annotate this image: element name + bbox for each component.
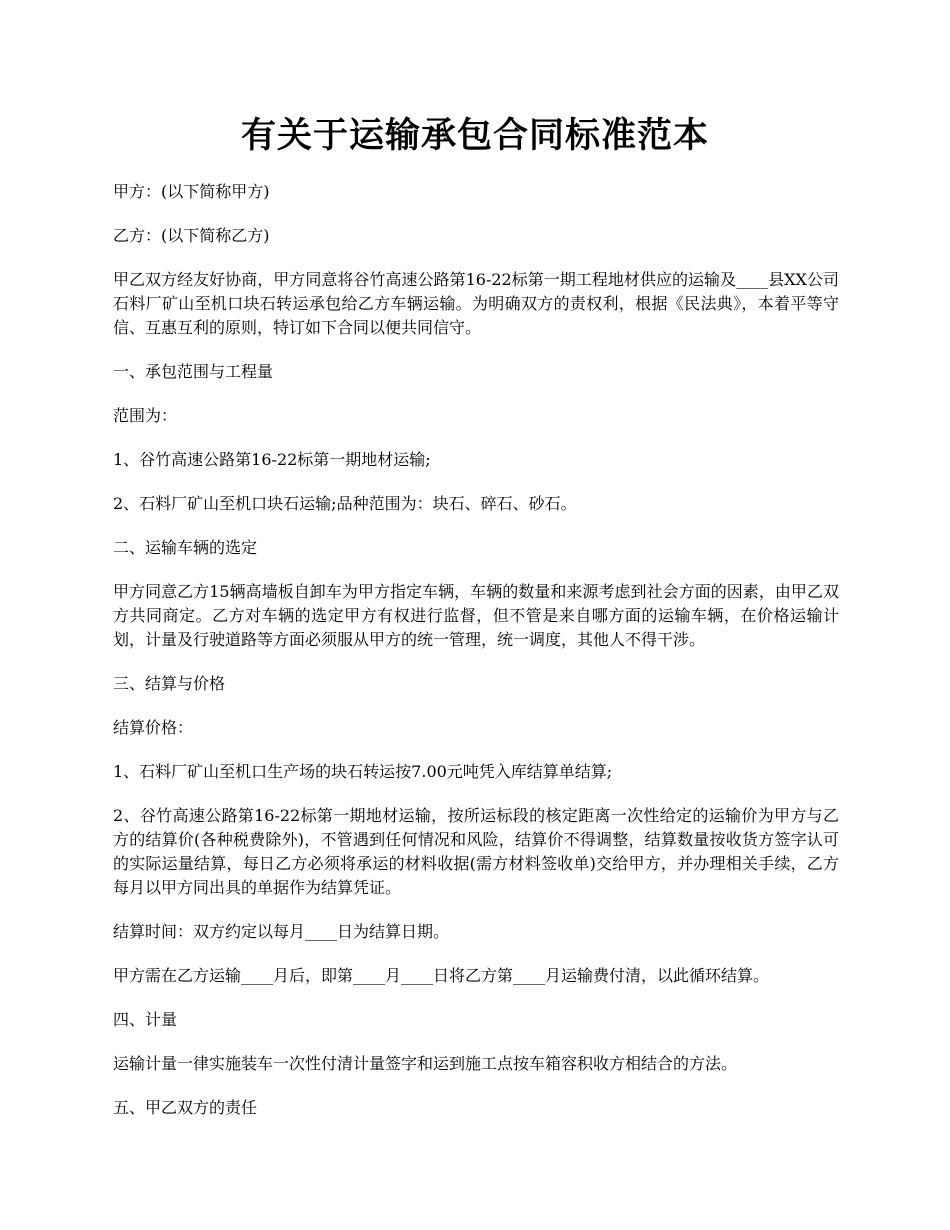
scope-label: 范围为： [113, 406, 178, 425]
section-heading-measurement: 四、计量 [113, 1010, 178, 1029]
settlement-item-2: 2、谷竹高速公路第16-22标第一期地材运输，按所运标段的核定距离一次性给定的运输价为甲方与乙方的结算价(各种税费除外)，不管遇到任何情况和风险，结算价不得调整，结算数量按收货方签字认可的实际运量结算，每日乙方必须将承运的材料收据(需方材料签收单)交给甲方，并办理相关手续，乙方每月以甲方同出具的单据作为结算凭证。 [113, 806, 839, 897]
section-heading-scope: 一、承包范围与工程量 [113, 362, 274, 381]
document-title: 有关于运输承包合同标准范本 [240, 115, 709, 156]
settlement-item-1: 1、石料厂矿山至机口生产场的块石转运按7.00元吨凭入库结算单结算; [113, 762, 613, 781]
scope-item-1: 1、谷竹高速公路第16-22标第一期地材运输; [113, 450, 431, 469]
preamble-paragraph: 甲乙双方经友好协商，甲方同意将谷竹高速公路第16-22标第一期工程地材供应的运输及____县XX公司石料厂矿山至机口块石转运承包给乙方车辆运输。为明确双方的责权利，根据《民法典》，本着平等守信、互惠互利的原则，特订如下合同以便共同信守。 [113, 270, 839, 337]
party-b-line: 乙方：(以下简称乙方) [113, 226, 270, 245]
scope-item-2: 2、石料厂矿山至机口块石运输;品种范围为：块石、碎石、砂石。 [113, 494, 577, 513]
settlement-price-label: 结算价格： [113, 718, 194, 737]
section-heading-vehicles: 二、运输车辆的选定 [113, 538, 258, 557]
payment-cycle: 甲方需在乙方运输____月后，即第____月____日将乙方第____月运输费付清，以此循环结算。 [113, 966, 770, 985]
measurement-paragraph: 运输计量一律实施装车一次性付清计量签字和运到施工点按车箱容积收方相结合的方法。 [113, 1054, 738, 1073]
vehicles-paragraph: 甲方同意乙方15辆高墙板自卸车为甲方指定车辆，车辆的数量和来源考虑到社会方面的因素，由甲乙双方共同商定。乙方对车辆的选定甲方有权进行监督，但不管是来自哪方面的运输车辆，在价格运输计划，计量及行驶道路等方面必须服从甲方的统一管理，统一调度，其他人不得干涉。 [113, 582, 839, 649]
party-a-line: 甲方：(以下简称甲方) [113, 182, 270, 201]
settlement-time: 结算时间：双方约定以每月____日为结算日期。 [113, 922, 450, 941]
section-heading-settlement: 三、结算与价格 [113, 674, 226, 693]
document-body [113, 180, 839, 1140]
section-heading-responsibilities: 五、甲乙双方的责任 [113, 1098, 258, 1117]
